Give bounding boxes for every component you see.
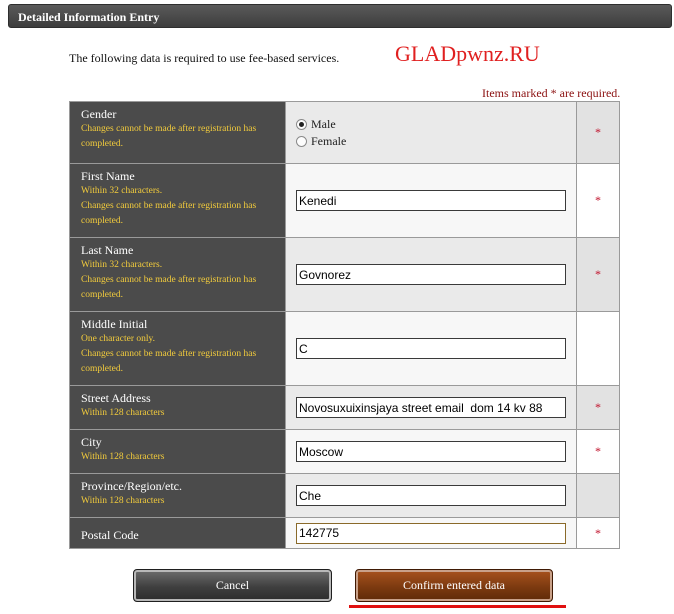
form-row-city <box>70 430 620 474</box>
highlight-underline <box>349 605 566 608</box>
label-cell-street-address <box>70 386 286 430</box>
required-marker-last-name: * <box>577 238 620 312</box>
province-input[interactable] <box>296 485 566 506</box>
field-note: Within 32 characters. <box>81 260 163 270</box>
required-marker-city: * <box>577 430 620 474</box>
required-marker-gender: * <box>577 102 620 164</box>
field-label-postal-code: Postal Code <box>81 527 139 542</box>
field-note: Within 128 characters <box>81 408 165 418</box>
label-cell-gender <box>70 102 286 164</box>
form-row-middle-initial <box>70 312 620 386</box>
field-label-middle-initial: Middle Initial <box>81 317 148 331</box>
label-cell-province <box>70 474 286 518</box>
form-row-last-name <box>70 238 620 312</box>
city-input[interactable] <box>296 441 566 462</box>
label-cell-middle-initial <box>70 312 286 386</box>
first-name-input[interactable] <box>296 190 566 211</box>
value-cell-last-name <box>286 238 577 312</box>
field-note: Changes cannot be made after registration has completed. <box>81 201 257 226</box>
confirm-button[interactable]: Confirm entered data <box>355 569 553 602</box>
field-label-street-address: Street Address <box>81 391 151 405</box>
radio-female[interactable] <box>296 136 307 147</box>
value-cell-gender <box>286 102 577 164</box>
postal-code-input[interactable] <box>296 523 566 544</box>
street-address-input[interactable] <box>296 397 566 418</box>
field-note: One character only. <box>81 334 156 344</box>
required-marker-postal-code: * <box>577 518 620 549</box>
required-marker-middle-initial <box>577 312 620 386</box>
value-cell-first-name <box>286 164 577 238</box>
value-cell-postal-code <box>286 518 577 549</box>
field-label-last-name: Last Name <box>81 243 134 257</box>
label-cell-last-name <box>70 238 286 312</box>
required-note: Items marked * are required. <box>482 86 621 100</box>
field-note: Changes cannot be made after registration has completed. <box>81 124 257 149</box>
field-label-province: Province/Region/etc. <box>81 479 182 493</box>
cancel-button[interactable]: Cancel <box>133 569 332 602</box>
field-label-city: City <box>81 435 102 449</box>
required-marker-first-name: * <box>577 164 620 238</box>
watermark-text: GLADpwnz.RU <box>395 41 540 66</box>
radio-label-male: Male <box>311 116 336 131</box>
last-name-input[interactable] <box>296 264 566 285</box>
label-cell-city <box>70 430 286 474</box>
form-row-postal-code <box>70 518 620 549</box>
gender-option-male[interactable] <box>296 116 566 133</box>
registration-form-table <box>69 101 620 549</box>
gender-option-female[interactable] <box>296 133 566 150</box>
label-cell-first-name <box>70 164 286 238</box>
section-title: Detailed Information Entry <box>18 10 160 24</box>
field-note: Within 128 characters <box>81 452 165 462</box>
field-note: Within 32 characters. <box>81 186 163 196</box>
field-note: Within 128 characters <box>81 496 165 506</box>
field-note: Changes cannot be made after registration has completed. <box>81 349 257 374</box>
value-cell-street-address <box>286 386 577 430</box>
value-cell-city <box>286 430 577 474</box>
form-row-street-address <box>70 386 620 430</box>
radio-male[interactable] <box>296 119 307 130</box>
form-row-province <box>70 474 620 518</box>
form-row-first-name <box>70 164 620 238</box>
section-header <box>8 4 672 28</box>
field-label-first-name: First Name <box>81 169 135 183</box>
required-marker-street-address: * <box>577 386 620 430</box>
radio-label-female: Female <box>311 133 347 148</box>
value-cell-province <box>286 474 577 518</box>
value-cell-middle-initial <box>286 312 577 386</box>
middle-initial-input[interactable] <box>296 338 566 359</box>
label-cell-postal-code <box>70 518 286 549</box>
intro-text: The following data is required to use fee-based services. <box>69 51 340 65</box>
form-row-gender <box>70 102 620 164</box>
field-label-gender: Gender <box>81 107 117 121</box>
field-note: Changes cannot be made after registration has completed. <box>81 275 257 300</box>
required-marker-province <box>577 474 620 518</box>
